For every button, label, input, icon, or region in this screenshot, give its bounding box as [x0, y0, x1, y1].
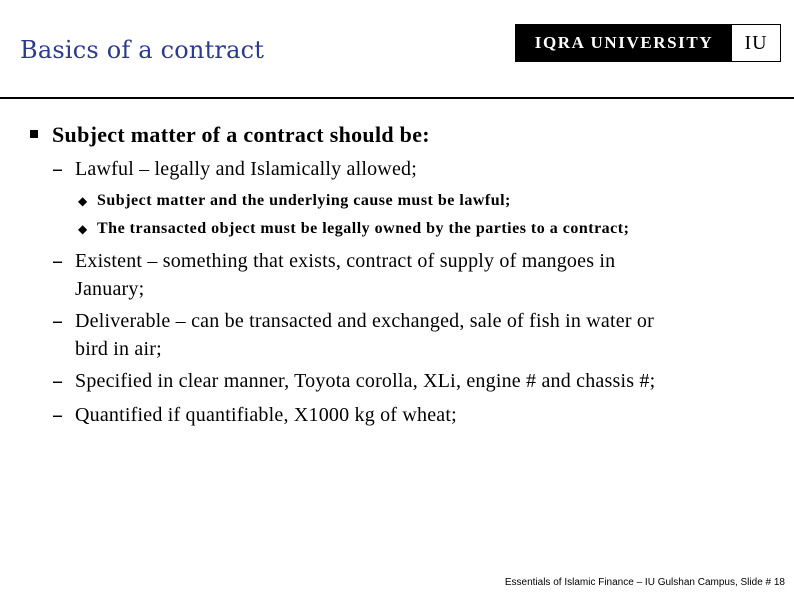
square-bullet-icon	[30, 130, 38, 138]
diamond-bullet-icon: ◆	[78, 194, 88, 208]
list-item-existent-cont: January;	[75, 278, 145, 300]
list-item-specified: Specified in clear manner, Toyota corolla, XLi, engine # and chassis #;	[75, 370, 656, 392]
sub-item-legal-ownership: The transacted object must be legally owned by the parties to a contract;	[97, 220, 630, 237]
list-item-lawful: Lawful – legally and Islamically allowed;	[75, 158, 417, 180]
title-divider	[0, 97, 794, 99]
slide-footer: Essentials of Islamic Finance – IU Gulshan Campus, Slide # 18	[504, 577, 785, 588]
dash-bullet-icon: –	[52, 369, 63, 394]
dash-bullet-icon: –	[52, 309, 63, 334]
dash-bullet-icon: –	[52, 249, 63, 274]
list-item-existent: Existent – something that exists, contract of supply of mangoes in	[75, 250, 616, 272]
dash-bullet-icon: –	[52, 403, 63, 428]
list-item-deliverable-cont: bird in air;	[75, 338, 162, 360]
list-item-deliverable: Deliverable – can be transacted and exchanged, sale of fish in water or	[75, 310, 654, 332]
dash-bullet-icon: –	[52, 157, 63, 182]
sub-item-lawful-cause: Subject matter and the underlying cause must be lawful;	[97, 192, 511, 209]
slide-title: Basics of a contract	[20, 36, 265, 64]
logo-abbreviation: IU	[732, 25, 780, 61]
diamond-bullet-icon: ◆	[78, 222, 88, 236]
university-logo	[515, 24, 781, 62]
content-heading: Subject matter of a contract should be:	[52, 122, 430, 147]
list-item-quantified: Quantified if quantifiable, X1000 kg of wheat;	[75, 404, 457, 426]
logo-name: IQRA UNIVERSITY	[516, 25, 732, 61]
